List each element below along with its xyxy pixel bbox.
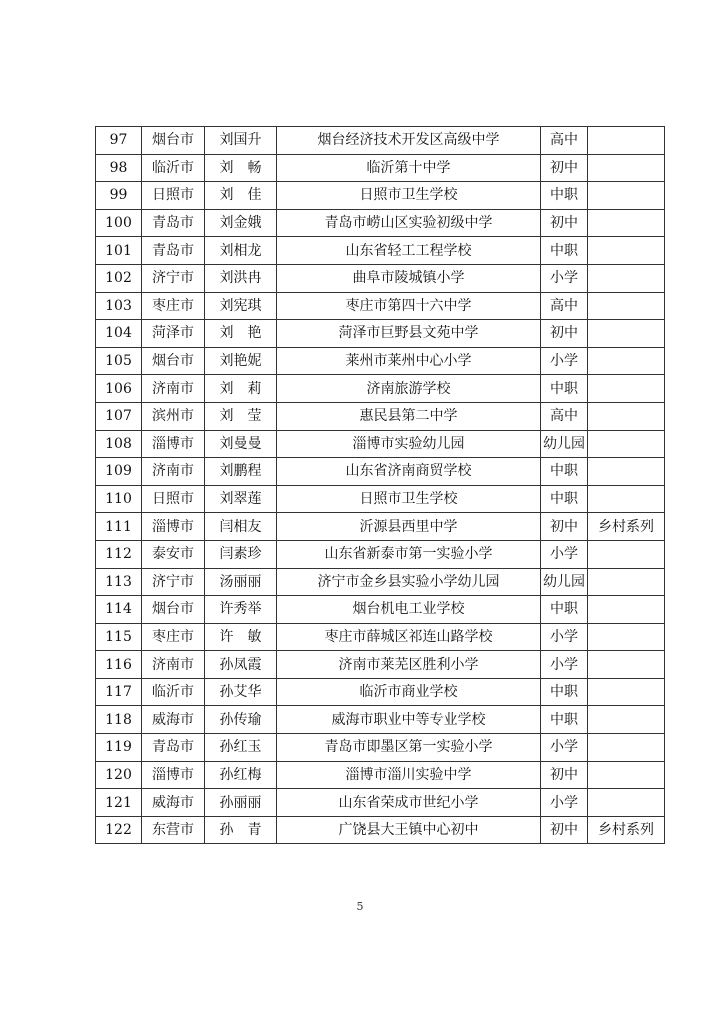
roster-table bbox=[95, 126, 665, 844]
note-cell bbox=[588, 789, 665, 817]
row-number-cell: 110 bbox=[96, 485, 142, 513]
note-cell bbox=[588, 651, 665, 679]
school-name-cell: 枣庄市薛城区祁连山路学校 bbox=[277, 623, 541, 651]
note-cell bbox=[588, 264, 665, 292]
city-cell: 烟台市 bbox=[142, 127, 205, 155]
school-name-cell: 山东省荣成市世纪小学 bbox=[277, 789, 541, 817]
school-level-cell: 中职 bbox=[541, 458, 588, 486]
teacher-name-cell: 孙红玉 bbox=[205, 734, 277, 762]
school-name-cell: 惠民县第二中学 bbox=[277, 402, 541, 430]
table-row bbox=[96, 485, 665, 513]
teacher-name-cell: 孙 青 bbox=[205, 816, 277, 844]
school-name-cell: 日照市卫生学校 bbox=[277, 182, 541, 210]
school-level-cell: 小学 bbox=[541, 623, 588, 651]
school-name-cell: 枣庄市第四十六中学 bbox=[277, 292, 541, 320]
city-cell: 东营市 bbox=[142, 816, 205, 844]
city-cell: 济宁市 bbox=[142, 568, 205, 596]
table-row bbox=[96, 678, 665, 706]
note-cell bbox=[588, 596, 665, 624]
school-level-cell: 中职 bbox=[541, 182, 588, 210]
teacher-name-cell: 孙传瑜 bbox=[205, 706, 277, 734]
row-number-cell: 103 bbox=[96, 292, 142, 320]
table-row bbox=[96, 209, 665, 237]
school-name-cell: 山东省新泰市第一实验小学 bbox=[277, 540, 541, 568]
school-level-cell: 小学 bbox=[541, 264, 588, 292]
teacher-name-cell: 刘金娥 bbox=[205, 209, 277, 237]
teacher-name-cell: 刘宪琪 bbox=[205, 292, 277, 320]
table-row bbox=[96, 596, 665, 624]
teacher-name-cell: 刘 佳 bbox=[205, 182, 277, 210]
row-number-cell: 119 bbox=[96, 734, 142, 762]
school-level-cell: 初中 bbox=[541, 513, 588, 541]
school-level-cell: 小学 bbox=[541, 789, 588, 817]
school-name-cell: 烟台机电工业学校 bbox=[277, 596, 541, 624]
teacher-name-cell: 刘鹏程 bbox=[205, 458, 277, 486]
row-number-cell: 104 bbox=[96, 320, 142, 348]
row-number-cell: 118 bbox=[96, 706, 142, 734]
city-cell: 菏泽市 bbox=[142, 320, 205, 348]
school-level-cell: 初中 bbox=[541, 816, 588, 844]
row-number-cell: 113 bbox=[96, 568, 142, 596]
table-row bbox=[96, 154, 665, 182]
teacher-name-cell: 刘相龙 bbox=[205, 237, 277, 265]
note-cell bbox=[588, 568, 665, 596]
school-name-cell: 济南旅游学校 bbox=[277, 375, 541, 403]
city-cell: 滨州市 bbox=[142, 402, 205, 430]
note-cell bbox=[588, 540, 665, 568]
note-cell bbox=[588, 127, 665, 155]
city-cell: 烟台市 bbox=[142, 347, 205, 375]
note-cell bbox=[588, 182, 665, 210]
note-cell: 乡村系列 bbox=[588, 816, 665, 844]
teacher-name-cell: 许秀举 bbox=[205, 596, 277, 624]
city-cell: 淄博市 bbox=[142, 430, 205, 458]
teacher-name-cell: 刘 莹 bbox=[205, 402, 277, 430]
table-row bbox=[96, 375, 665, 403]
row-number-cell: 107 bbox=[96, 402, 142, 430]
note-cell bbox=[588, 375, 665, 403]
school-name-cell: 日照市卫生学校 bbox=[277, 485, 541, 513]
city-cell: 泰安市 bbox=[142, 540, 205, 568]
note-cell bbox=[588, 209, 665, 237]
teacher-name-cell: 闫素珍 bbox=[205, 540, 277, 568]
note-cell bbox=[588, 154, 665, 182]
city-cell: 枣庄市 bbox=[142, 292, 205, 320]
table-row bbox=[96, 402, 665, 430]
table-row bbox=[96, 347, 665, 375]
city-cell: 青岛市 bbox=[142, 734, 205, 762]
teacher-name-cell: 闫相友 bbox=[205, 513, 277, 541]
school-level-cell: 中职 bbox=[541, 706, 588, 734]
school-level-cell: 高中 bbox=[541, 402, 588, 430]
school-name-cell: 临沂第十中学 bbox=[277, 154, 541, 182]
teacher-name-cell: 刘 艳 bbox=[205, 320, 277, 348]
note-cell bbox=[588, 430, 665, 458]
note-cell bbox=[588, 485, 665, 513]
row-number-cell: 97 bbox=[96, 127, 142, 155]
school-name-cell: 山东省济南商贸学校 bbox=[277, 458, 541, 486]
note-cell bbox=[588, 623, 665, 651]
table-row bbox=[96, 789, 665, 817]
school-level-cell: 幼儿园 bbox=[541, 430, 588, 458]
school-name-cell: 曲阜市陵城镇小学 bbox=[277, 264, 541, 292]
roster-table-body bbox=[96, 127, 665, 844]
school-level-cell: 小学 bbox=[541, 347, 588, 375]
table-row bbox=[96, 623, 665, 651]
school-name-cell: 威海市职业中等专业学校 bbox=[277, 706, 541, 734]
row-number-cell: 108 bbox=[96, 430, 142, 458]
school-level-cell: 高中 bbox=[541, 292, 588, 320]
city-cell: 济南市 bbox=[142, 375, 205, 403]
school-name-cell: 菏泽市巨野县文苑中学 bbox=[277, 320, 541, 348]
table-row bbox=[96, 430, 665, 458]
row-number-cell: 115 bbox=[96, 623, 142, 651]
note-cell bbox=[588, 237, 665, 265]
school-level-cell: 小学 bbox=[541, 540, 588, 568]
school-level-cell: 初中 bbox=[541, 761, 588, 789]
note-cell: 乡村系列 bbox=[588, 513, 665, 541]
table-row bbox=[96, 734, 665, 762]
city-cell: 枣庄市 bbox=[142, 623, 205, 651]
teacher-name-cell: 孙艾华 bbox=[205, 678, 277, 706]
school-name-cell: 济宁市金乡县实验小学幼儿园 bbox=[277, 568, 541, 596]
row-number-cell: 100 bbox=[96, 209, 142, 237]
note-cell bbox=[588, 402, 665, 430]
row-number-cell: 114 bbox=[96, 596, 142, 624]
row-number-cell: 101 bbox=[96, 237, 142, 265]
row-number-cell: 116 bbox=[96, 651, 142, 679]
school-level-cell: 小学 bbox=[541, 734, 588, 762]
city-cell: 济宁市 bbox=[142, 264, 205, 292]
city-cell: 淄博市 bbox=[142, 761, 205, 789]
row-number-cell: 111 bbox=[96, 513, 142, 541]
note-cell bbox=[588, 678, 665, 706]
teacher-name-cell: 刘洪冉 bbox=[205, 264, 277, 292]
row-number-cell: 106 bbox=[96, 375, 142, 403]
row-number-cell: 117 bbox=[96, 678, 142, 706]
teacher-name-cell: 刘国升 bbox=[205, 127, 277, 155]
school-level-cell: 中职 bbox=[541, 237, 588, 265]
row-number-cell: 99 bbox=[96, 182, 142, 210]
teacher-name-cell: 许 敏 bbox=[205, 623, 277, 651]
table-row bbox=[96, 568, 665, 596]
row-number-cell: 102 bbox=[96, 264, 142, 292]
teacher-name-cell: 汤丽丽 bbox=[205, 568, 277, 596]
note-cell bbox=[588, 320, 665, 348]
school-level-cell: 初中 bbox=[541, 320, 588, 348]
school-name-cell: 临沂市商业学校 bbox=[277, 678, 541, 706]
school-level-cell: 高中 bbox=[541, 127, 588, 155]
page-number: 5 bbox=[356, 900, 364, 913]
note-cell bbox=[588, 734, 665, 762]
city-cell: 青岛市 bbox=[142, 209, 205, 237]
note-cell bbox=[588, 706, 665, 734]
city-cell: 临沂市 bbox=[142, 154, 205, 182]
table-row bbox=[96, 458, 665, 486]
school-name-cell: 淄博市实验幼儿园 bbox=[277, 430, 541, 458]
city-cell: 日照市 bbox=[142, 182, 205, 210]
table-row bbox=[96, 127, 665, 155]
table-row bbox=[96, 264, 665, 292]
table-row bbox=[96, 292, 665, 320]
city-cell: 临沂市 bbox=[142, 678, 205, 706]
row-number-cell: 112 bbox=[96, 540, 142, 568]
note-cell bbox=[588, 761, 665, 789]
teacher-name-cell: 孙红梅 bbox=[205, 761, 277, 789]
row-number-cell: 122 bbox=[96, 816, 142, 844]
school-level-cell: 中职 bbox=[541, 596, 588, 624]
school-level-cell: 小学 bbox=[541, 651, 588, 679]
table-row bbox=[96, 182, 665, 210]
row-number-cell: 121 bbox=[96, 789, 142, 817]
table-row bbox=[96, 651, 665, 679]
note-cell bbox=[588, 292, 665, 320]
row-number-cell: 109 bbox=[96, 458, 142, 486]
table-row bbox=[96, 816, 665, 844]
teacher-name-cell: 刘翠莲 bbox=[205, 485, 277, 513]
school-level-cell: 初中 bbox=[541, 209, 588, 237]
teacher-name-cell: 刘 莉 bbox=[205, 375, 277, 403]
teacher-name-cell: 刘曼曼 bbox=[205, 430, 277, 458]
school-level-cell: 初中 bbox=[541, 154, 588, 182]
city-cell: 威海市 bbox=[142, 706, 205, 734]
school-level-cell: 中职 bbox=[541, 678, 588, 706]
city-cell: 济南市 bbox=[142, 458, 205, 486]
table-row bbox=[96, 237, 665, 265]
school-name-cell: 青岛市即墨区第一实验小学 bbox=[277, 734, 541, 762]
note-cell bbox=[588, 458, 665, 486]
city-cell: 日照市 bbox=[142, 485, 205, 513]
teacher-name-cell: 刘 畅 bbox=[205, 154, 277, 182]
city-cell: 烟台市 bbox=[142, 596, 205, 624]
school-name-cell: 广饶县大王镇中心初中 bbox=[277, 816, 541, 844]
table-row bbox=[96, 706, 665, 734]
school-level-cell: 中职 bbox=[541, 485, 588, 513]
city-cell: 威海市 bbox=[142, 789, 205, 817]
row-number-cell: 120 bbox=[96, 761, 142, 789]
row-number-cell: 98 bbox=[96, 154, 142, 182]
school-name-cell: 莱州市莱州中心小学 bbox=[277, 347, 541, 375]
school-name-cell: 淄博市淄川实验中学 bbox=[277, 761, 541, 789]
school-level-cell: 中职 bbox=[541, 375, 588, 403]
table-row bbox=[96, 320, 665, 348]
school-level-cell: 幼儿园 bbox=[541, 568, 588, 596]
city-cell: 淄博市 bbox=[142, 513, 205, 541]
table-row bbox=[96, 513, 665, 541]
row-number-cell: 105 bbox=[96, 347, 142, 375]
city-cell: 济南市 bbox=[142, 651, 205, 679]
school-name-cell: 沂源县西里中学 bbox=[277, 513, 541, 541]
school-name-cell: 山东省轻工工程学校 bbox=[277, 237, 541, 265]
school-name-cell: 烟台经济技术开发区高级中学 bbox=[277, 127, 541, 155]
teacher-name-cell: 孙凤霞 bbox=[205, 651, 277, 679]
school-name-cell: 济南市莱芜区胜利小学 bbox=[277, 651, 541, 679]
table-row bbox=[96, 540, 665, 568]
city-cell: 青岛市 bbox=[142, 237, 205, 265]
table-row bbox=[96, 761, 665, 789]
teacher-name-cell: 刘艳妮 bbox=[205, 347, 277, 375]
note-cell bbox=[588, 347, 665, 375]
teacher-name-cell: 孙丽丽 bbox=[205, 789, 277, 817]
school-name-cell: 青岛市崂山区实验初级中学 bbox=[277, 209, 541, 237]
